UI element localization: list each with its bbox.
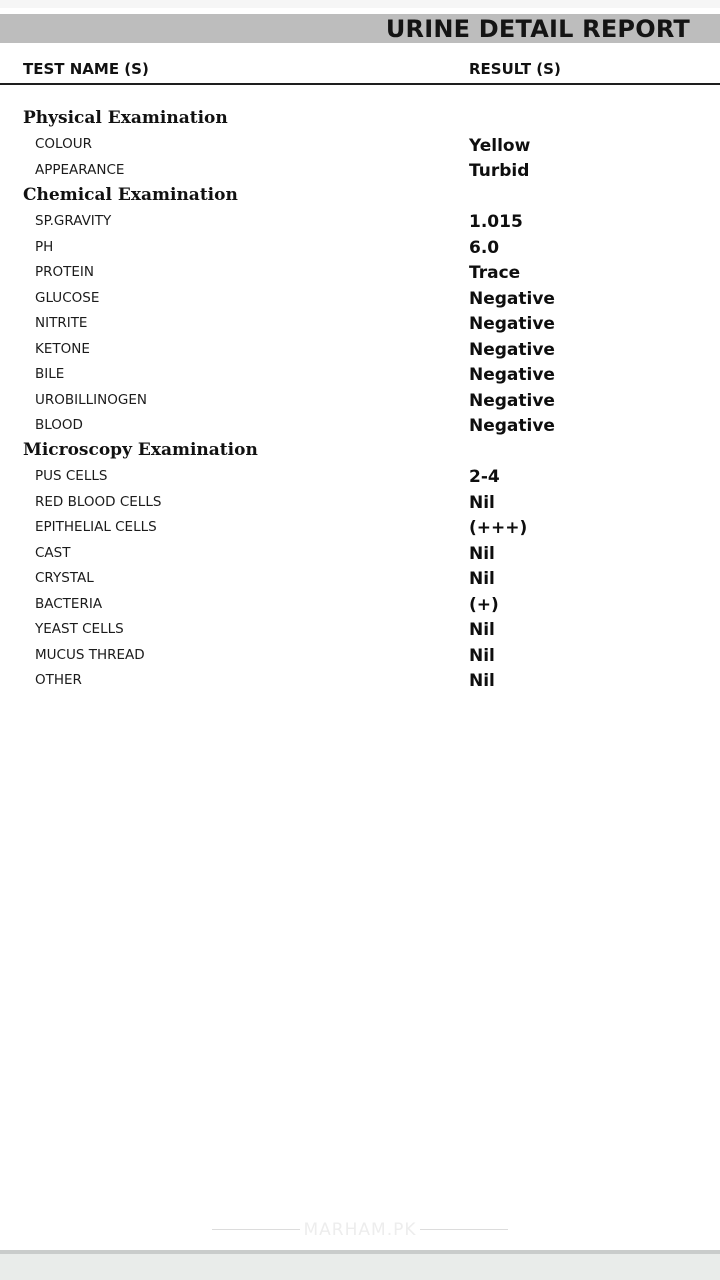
section-title-microscopy: Microscopy Examination: [23, 440, 258, 460]
test-name-red-blood-cells: RED BLOOD CELLS: [35, 494, 162, 510]
section-title-chemical: Chemical Examination: [23, 185, 238, 205]
column-header-test-name: TEST NAME (S): [23, 60, 149, 78]
test-name-other: OTHER: [35, 672, 82, 688]
result-colour: Yellow: [469, 136, 531, 156]
result-ketone: Negative: [469, 340, 555, 360]
test-name-epithelial-cells: EPITHELIAL CELLS: [35, 519, 157, 535]
report-title: URINE DETAIL REPORT: [385, 15, 690, 43]
result-red-blood-cells: Nil: [469, 493, 495, 513]
header-divider: [0, 83, 720, 85]
test-name-mucus-thread: MUCUS THREAD: [35, 647, 145, 663]
test-name-blood: BLOOD: [35, 417, 83, 433]
test-name-pus-cells: PUS CELLS: [35, 468, 108, 484]
result-nitrite: Negative: [469, 314, 555, 334]
test-name-appearance: APPEARANCE: [35, 162, 125, 178]
result-mucus-thread: Nil: [469, 646, 495, 666]
test-name-protein: PROTEIN: [35, 264, 95, 280]
result-ph: 6.0: [469, 238, 500, 258]
test-name-bacteria: BACTERIA: [35, 596, 103, 612]
test-name-ketone: KETONE: [35, 341, 90, 357]
result-cast: Nil: [469, 544, 495, 564]
result-yeast-cells: Nil: [469, 620, 495, 640]
watermark: MARHAM.PK: [303, 1220, 417, 1240]
test-name-yeast-cells: YEAST CELLS: [35, 621, 124, 637]
result-crystal: Nil: [469, 569, 495, 589]
test-name-nitrite: NITRITE: [35, 315, 88, 331]
test-name-ph: PH: [35, 239, 54, 255]
top-strip: [0, 0, 720, 8]
result-urobillinogen: Negative: [469, 391, 555, 411]
section-title-physical: Physical Examination: [23, 108, 228, 128]
test-name-crystal: CRYSTAL: [35, 570, 94, 586]
result-bacteria: (+): [469, 595, 499, 615]
result-pus-cells: 2-4: [469, 467, 500, 487]
test-name-colour: COLOUR: [35, 136, 92, 152]
test-name-sp-gravity: SP.GRAVITY: [35, 213, 112, 229]
column-header-result: RESULT (S): [469, 60, 561, 78]
result-glucose: Negative: [469, 289, 555, 309]
test-name-glucose: GLUCOSE: [35, 290, 100, 306]
test-name-bile: BILE: [35, 366, 65, 382]
result-other: Nil: [469, 671, 495, 691]
result-sp-gravity: 1.015: [469, 212, 523, 232]
test-name-urobillinogen: UROBILLINOGEN: [35, 392, 147, 408]
bottom-bar: [0, 1254, 720, 1280]
result-epithelial-cells: (+++): [469, 518, 528, 538]
report-title-bar: [0, 14, 720, 43]
result-appearance: Turbid: [469, 161, 530, 181]
result-protein: Trace: [469, 263, 521, 283]
result-blood: Negative: [469, 416, 555, 436]
result-bile: Negative: [469, 365, 555, 385]
test-name-cast: CAST: [35, 545, 71, 561]
